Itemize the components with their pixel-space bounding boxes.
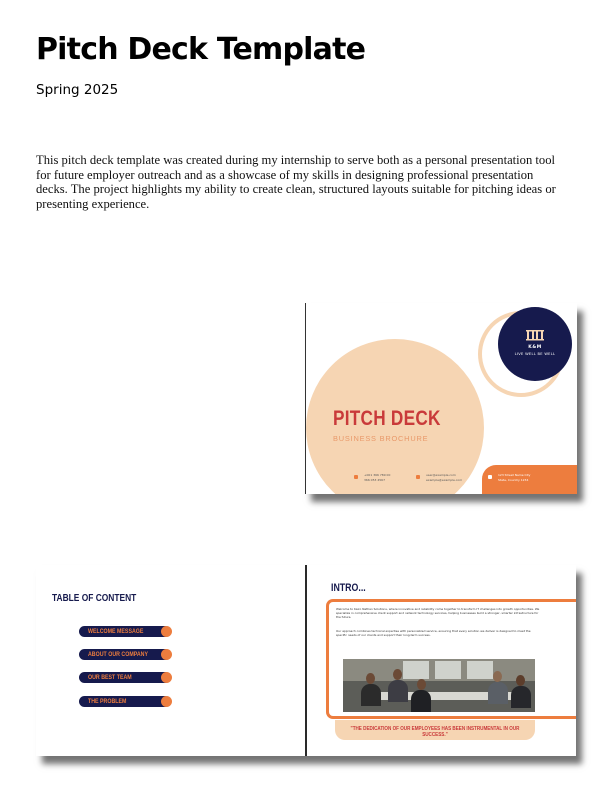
toc-bullet-dot — [161, 626, 172, 637]
intro-paragraph: Our approach combines technical expertise with personalized service, ensuring that every solution we deliver is designed to meet the specific needs of our clients and support their long-term success. — [336, 629, 531, 637]
toc-item — [79, 649, 171, 660]
intro-paragraph: Welcome to Kairo Nathan Solutions, where innovative and reliability come together to transform IT challenges into growth opportunities. We specialize in comprehensive client support and network technology services, helping businesses build a stronger, smarter infrastructure for the future. — [336, 607, 540, 619]
toc-item-label: OUR BEST TEAM — [88, 673, 132, 681]
page-subtitle: Spring 2025 — [36, 82, 119, 98]
cover-slide-image — [305, 303, 577, 494]
toc-item-label: ABOUT OUR COMPANY — [88, 650, 148, 658]
intro-title: INTRO... — [331, 582, 366, 594]
toc-intro-spread-image — [36, 565, 576, 756]
location-icon — [488, 475, 492, 479]
cover-title: PITCH DECK — [333, 407, 441, 430]
quote-banner — [335, 720, 535, 740]
company-logo — [498, 307, 572, 381]
phone-text: +001 366 789 00 366 053 4567 — [364, 473, 391, 482]
cover-subtitle: BUSINESS BROCHURE — [333, 434, 429, 443]
quote-text: "THE DEDICATION OF OUR EMPLOYEES HAS BEEN INSTRUMENTAL IN OUR SUCCESS." — [350, 726, 520, 738]
address-text: 123 Street Name City State, Country 1234 — [498, 473, 531, 482]
toc-item — [79, 626, 171, 637]
logo-name: K&M — [528, 345, 542, 350]
toc-bullet-dot — [161, 672, 172, 683]
toc-item — [79, 672, 171, 683]
toc-item-label: THE PROBLEM — [88, 697, 127, 705]
email-icon — [416, 475, 420, 479]
email-text: user@example.com example@example.com — [426, 473, 463, 482]
km-logo-icon — [525, 329, 545, 341]
toc-bullet-dot — [161, 649, 172, 660]
project-description: This pitch deck template was created during my internship to serve both as a personal presentation tool for future employer outreach and as a showcase of my skills in designing professional presentation decks. The project highlights my ability to create clean, structured layouts suitable for pitching ideas or presenting experience. — [36, 153, 556, 211]
toc-bullet-dot — [161, 696, 172, 707]
toc-item-label: WELCOME MESSAGE — [88, 627, 144, 635]
page-divider — [305, 565, 307, 756]
page-title: Pitch Deck Template — [36, 32, 366, 67]
toc-item — [79, 696, 171, 707]
phone-icon — [354, 475, 358, 479]
toc-title: TABLE OF CONTENT — [52, 592, 137, 604]
logo-tagline: LIVE WELL BE WELL — [514, 352, 556, 356]
team-meeting-photo — [343, 659, 535, 712]
